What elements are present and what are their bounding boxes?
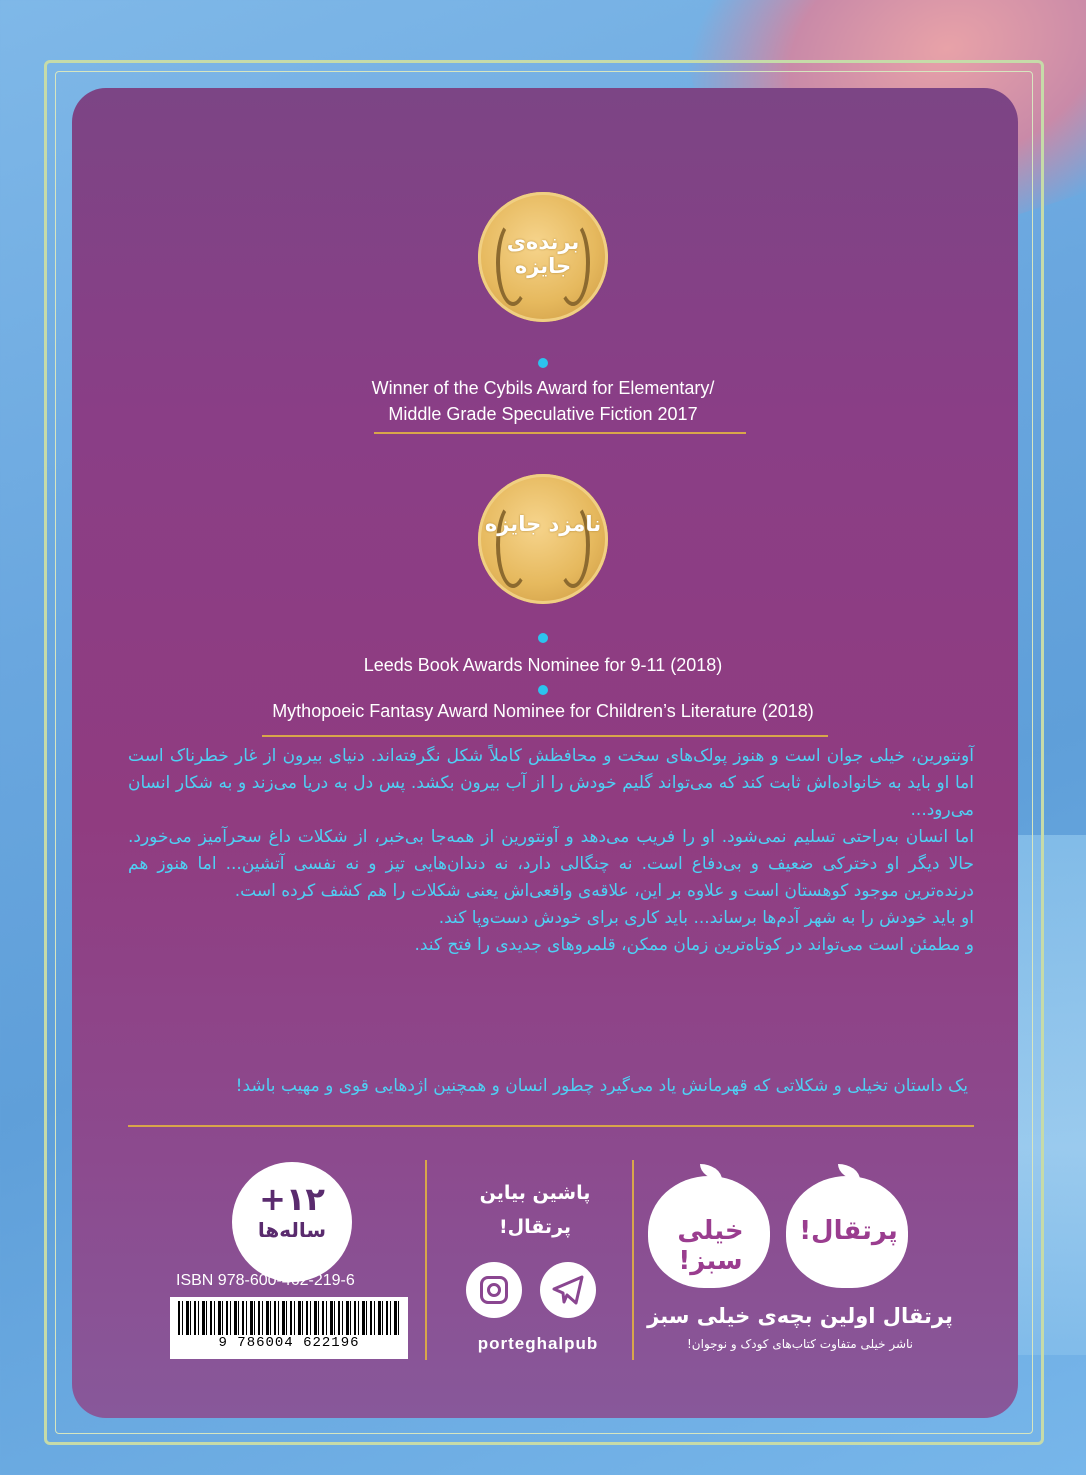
age-number: +۱۲	[259, 1180, 325, 1218]
winner-award-line1: Winner of the Cybils Award for Elementary/	[371, 378, 715, 398]
divider	[128, 1125, 974, 1127]
nominee-award-leeds: Leeds Book Awards Nominee for 9-11 (2018)	[363, 655, 723, 675]
divider	[374, 432, 746, 434]
barcode-digits: 9 786004 622196	[218, 1335, 360, 1351]
vertical-divider	[632, 1160, 634, 1360]
nominee-award-mythopoeic: Mythopoeic Fantasy Award Nominee for Children’s Literature (2018)	[272, 701, 814, 721]
follow-line1: پاشین بیاین	[479, 1182, 591, 1204]
porteghal-logo-text: پرتقال!	[799, 1216, 898, 1246]
barcode	[170, 1297, 408, 1359]
instagram-icon	[466, 1262, 522, 1318]
description-paragraph: او باید خودش را به شهر آدم‌ها برساند... باید کاری برای خودش دست‌وپا کند.	[438, 908, 974, 928]
kheili-sabz-logo	[648, 1168, 773, 1293]
description-paragraph: آونتورین، خیلی جوان است و هنوز پولک‌های سخت و محافظش کاملاً شکل نگرفته‌اند. دنیای بیرون از غار خطرناک است اما او باید به خانواده‌اش ثابت کند که می‌تواند گلیم خودش را از آب بیرون بکشد. پس دل به دریا می‌زند و به شکار انسان می‌رود...	[128, 746, 974, 820]
winner-medal-label: برنده‌ی جایزه	[506, 230, 580, 278]
winner-award-line2: Middle Grade Speculative Fiction 2017	[388, 404, 698, 424]
description-paragraph: اما انسان به‌راحتی تسلیم نمی‌شود. او را فریب می‌دهد و آونتورین از همه‌جا بی‌خبر، از شکلات داغ سحرآمیز می‌خورد. حالا دیگر او دخترکی ضعیف و بی‌دفاع است. نه چنگالی دارد، نه دندان‌هایی تیز و نه نفسی آتشین... اما هنوز هم درنده‌ترین موجود کوهستان است و علاوه بر این، علاقه‌ی واقعی‌اش یعنی شکلات را هم کشف کرده است.	[128, 827, 974, 901]
publisher-title: پرتقال اولین بچه‌ی خیلی سبز	[647, 1304, 953, 1328]
bullet-dot	[538, 633, 548, 643]
porteghal-logo	[786, 1168, 911, 1293]
follow-line2: پرتقال!	[498, 1216, 572, 1238]
barcode-bars	[178, 1301, 400, 1335]
book-description	[128, 743, 974, 959]
isbn-text: ISBN 978-600-462-219-6	[176, 1272, 355, 1289]
age-rating-badge	[232, 1162, 352, 1282]
description-paragraph: و مطمئن است می‌تواند در کوتاه‌ترین زمان ممکن، قلمروهای جدیدی را فتح کند.	[414, 935, 974, 955]
kheili-sabz-logo-text: خیلی سبز!	[677, 1216, 744, 1276]
bullet-dot	[538, 685, 548, 695]
vertical-divider	[425, 1160, 427, 1360]
nominee-medal	[478, 474, 608, 604]
publisher-subtitle: ناشر خیلی متفاوت کتاب‌های کودک و نوجوان!	[686, 1337, 913, 1351]
winner-medal	[478, 192, 608, 322]
age-label: ساله‌ها	[257, 1218, 327, 1242]
social-handle: porteghalpub	[477, 1334, 599, 1353]
bullet-dot	[538, 358, 548, 368]
divider	[262, 735, 828, 737]
nominee-medal-label: نامزد جایزه	[484, 512, 602, 536]
tagline: یک داستان تخیلی و شکلاتی که قهرمانش یاد می‌گیرد چطور انسان و همچنین اژدهایی قوی و مهیب باشد!	[235, 1076, 968, 1096]
telegram-icon	[540, 1262, 596, 1318]
